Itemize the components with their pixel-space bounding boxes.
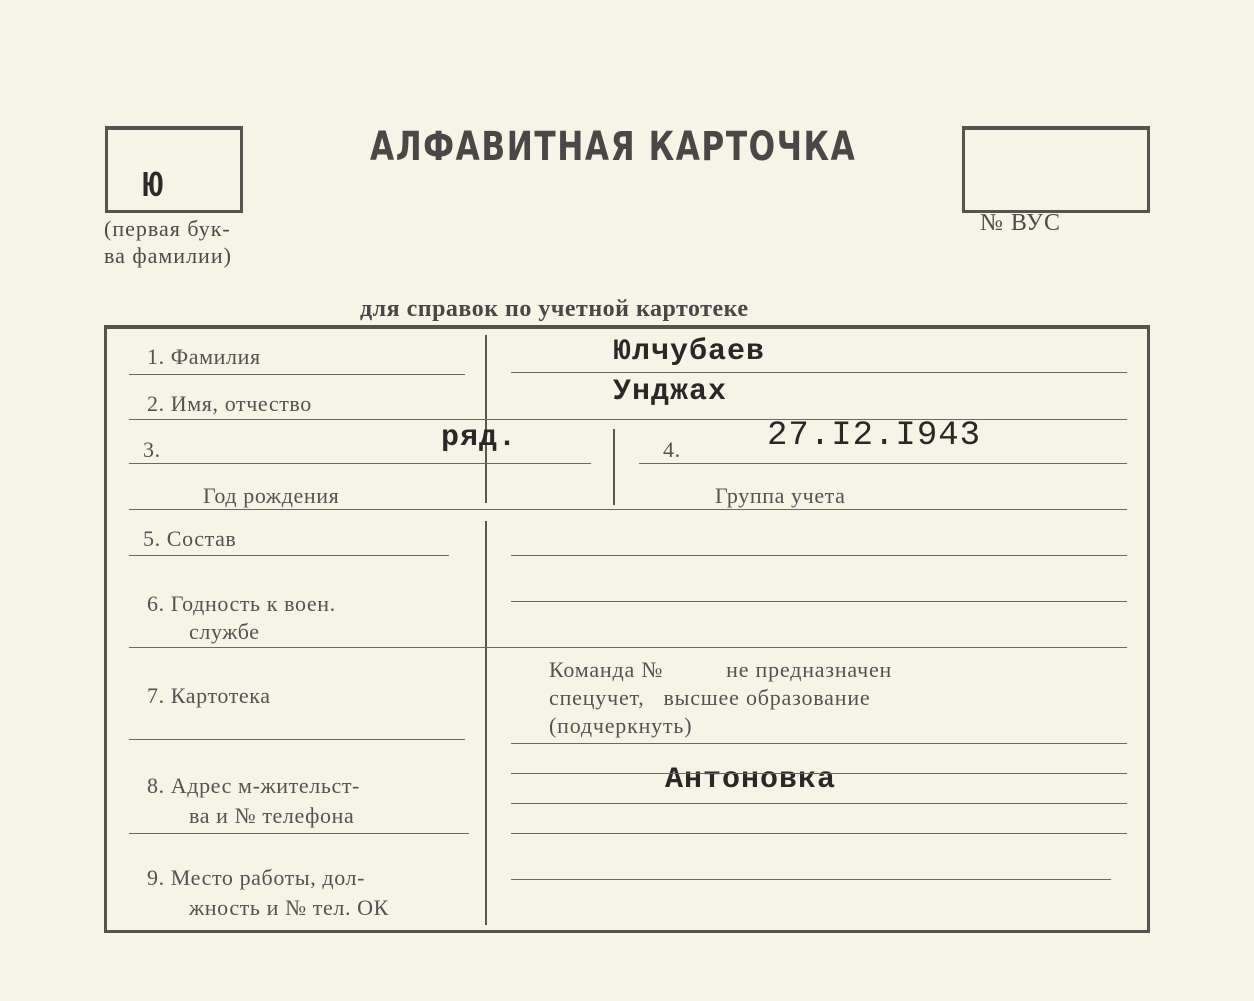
rule <box>511 372 1127 373</box>
rule <box>129 509 1127 510</box>
field-6-label-line1: 6. Годность к воен. <box>147 591 336 616</box>
field-8-label-line2: ва и № телефона <box>189 803 355 828</box>
surname-letter-value: Ю <box>142 166 164 207</box>
rule <box>511 743 1127 744</box>
field-5-label: 5. Состав <box>143 526 237 551</box>
field-9-label-line2: жность и № тел. ОК <box>189 895 389 920</box>
divider-vertical-year-group <box>613 429 615 505</box>
divider-vertical-bottom <box>485 521 487 925</box>
rule <box>639 463 1127 464</box>
field-4-number: 4. <box>663 437 681 462</box>
surname-letter-box <box>105 126 243 213</box>
field-1-label: 1. Фамилия <box>147 344 261 369</box>
field-3-value: ряд. <box>441 421 518 455</box>
rule <box>129 374 465 375</box>
rule <box>511 601 1127 602</box>
card-subtitle: для справок по учетной картотеке <box>360 296 749 322</box>
vus-box <box>962 126 1150 213</box>
field-4-caption: Группа учета <box>715 483 846 508</box>
rule <box>511 879 1111 880</box>
rule <box>129 555 449 556</box>
rule <box>129 463 591 464</box>
field-7-label: 7. Картотека <box>147 683 271 708</box>
letter-caption-line1: (первая бук- <box>104 216 231 241</box>
rule <box>129 739 465 740</box>
field-7-note-line2: спецучет, высшее образование <box>549 685 871 710</box>
field-2-label: 2. Имя, отчество <box>147 391 312 416</box>
field-8-label-line1: 8. Адрес м-жительст- <box>147 773 360 798</box>
field-7-note-line3: (подчеркнуть) <box>549 713 693 738</box>
vus-label: № ВУС <box>980 210 1061 236</box>
rule <box>511 803 1127 804</box>
card-title: АЛФАВИТНАЯ КАРТОЧКА <box>370 124 857 170</box>
field-6-label-line2: службе <box>189 619 260 644</box>
rule <box>511 773 1127 774</box>
field-1-value: Юлчубаев <box>613 335 766 369</box>
field-7-note-line1: Команда № не предназначен <box>549 657 893 682</box>
field-3-caption: Год рождения <box>203 483 340 508</box>
rule <box>511 555 1127 556</box>
field-2-value: Унджах <box>613 375 728 409</box>
field-8-value: Антоновка <box>665 763 837 797</box>
field-4-value: 27.I2.I943 <box>767 417 982 455</box>
field-9-label-line1: 9. Место работы, дол- <box>147 865 366 890</box>
letter-caption-line2: ва фамилии) <box>104 243 232 268</box>
rule <box>129 647 1127 648</box>
form-frame <box>104 325 1150 933</box>
rule <box>129 833 469 834</box>
field-3-number: 3. <box>143 437 161 462</box>
rule <box>511 833 1127 834</box>
